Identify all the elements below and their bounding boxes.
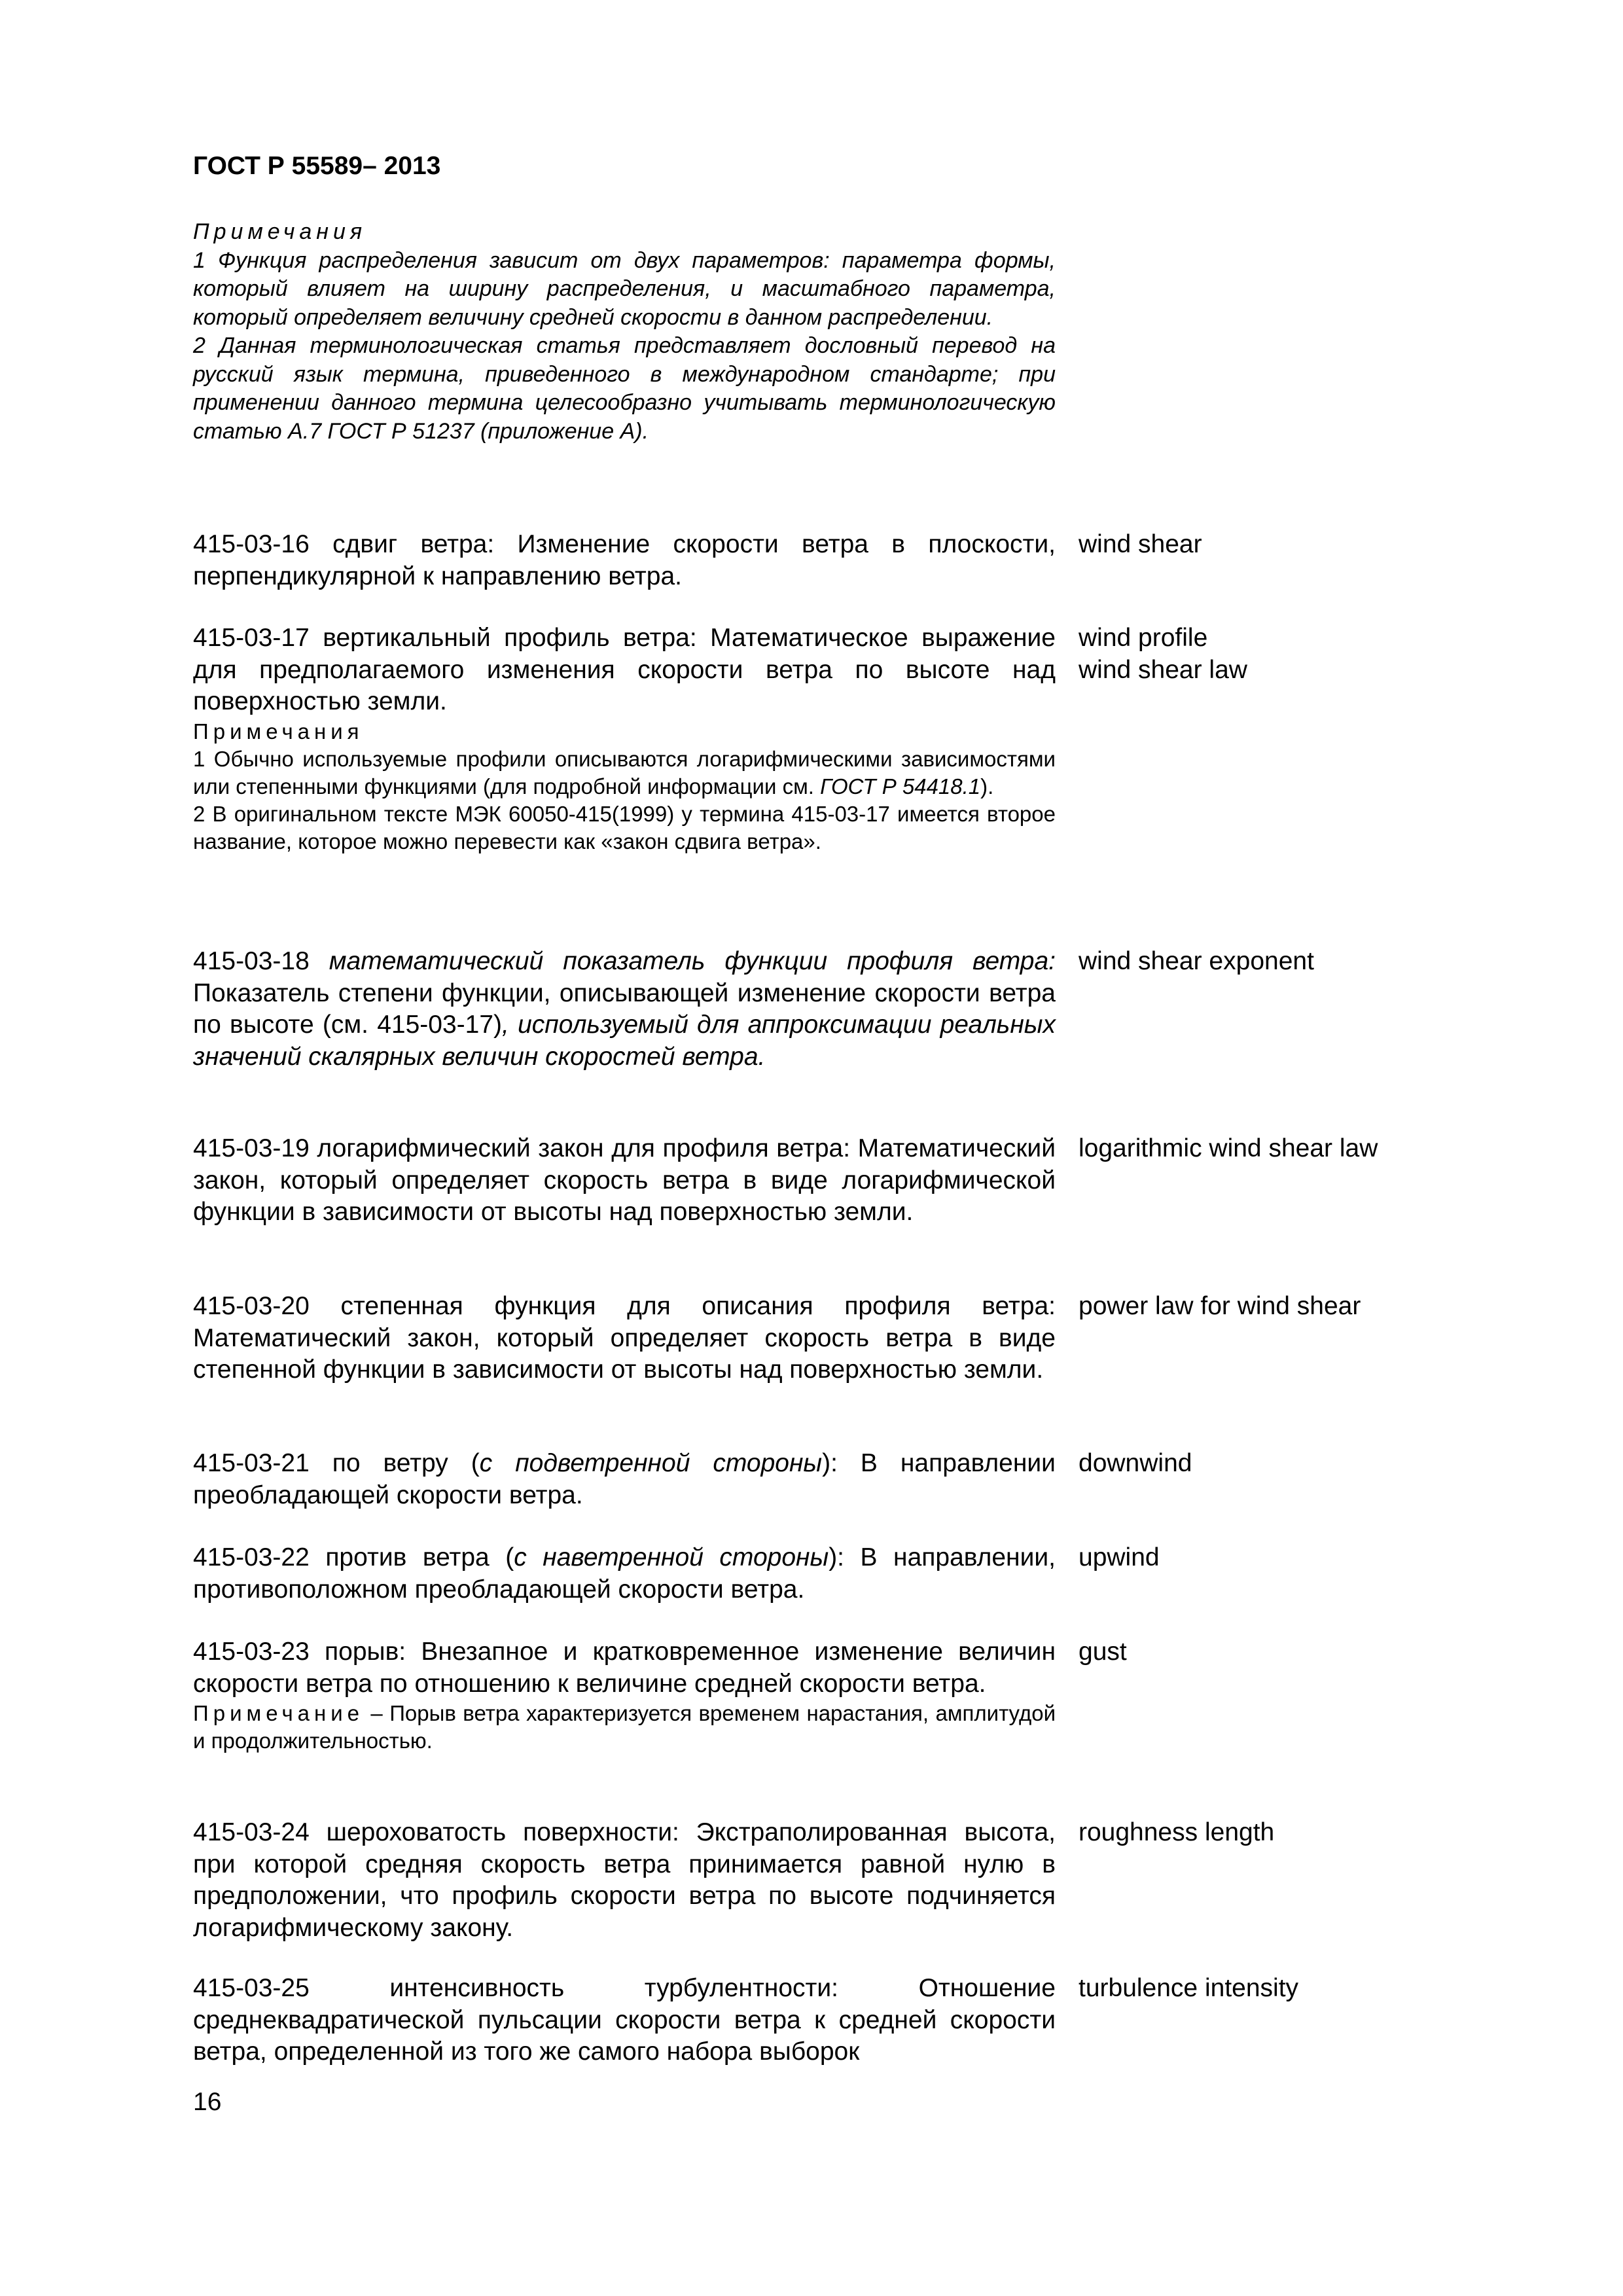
term-entry	[193, 946, 1314, 1073]
english-term-text: logarithmic wind shear law	[1079, 1134, 1378, 1162]
english-term	[1079, 1817, 1623, 1849]
term-entry	[193, 1291, 1361, 1386]
term-entry	[193, 529, 1202, 592]
term-definition: 415-03-22 против ветра (с наветренной стороны): В направлении, противоположном преобладающей скорости ветра.	[193, 1543, 1056, 1604]
english-term	[1079, 1973, 1623, 2005]
term-entry	[193, 1542, 1160, 1605]
term-definition: 415-03-18 математический показатель функции профиля ветра: Показатель степени функции, описывающей изменение скорости ветра по высоте (см. 415-03-17), используемый для аппроксимации реальных значений скалярных величин скоростей ветра.	[193, 947, 1056, 1071]
notes-label: Примечания	[193, 219, 367, 244]
term-entry	[193, 1973, 1299, 2068]
english-term	[1079, 1448, 1623, 1480]
term-definition: 415-03-17 вертикальный профиль ветра: Математическое выражение для предполагаемого изменения скорости ветра по высоте над поверхностью земли.	[193, 624, 1056, 715]
term-definition: 415-03-23 порыв: Внезапное и кратковременное изменение величин скорости ветра по отношению к величине средней скорости ветра.	[193, 1638, 1056, 1698]
note-item: 1 Функция распределения зависит от двух параметров: параметра формы, который влияет на ширину распределения, и масштабного параметра, который определяет величину средней скорости в данном распределении.	[193, 247, 1056, 330]
term-entry	[193, 1448, 1192, 1511]
english-term-text: wind shear law	[1079, 655, 1247, 684]
note-item: 2 Данная терминологическая статья представляет дословный перевод на русский язык термина, приведенного в международном стандарте; при применении данного термина целесообразно учитывать терминологическую статью А.7 ГОСТ Р 51237 (приложение А).	[193, 333, 1056, 444]
entry-note: Примечание – Порыв ветра характеризуется временем нарастания, амплитудой и продолжительностью.	[193, 1701, 1056, 1753]
english-term-text: upwind	[1079, 1543, 1160, 1571]
top-notes	[193, 218, 1056, 446]
english-term-text: roughness length	[1079, 1818, 1275, 1846]
english-term	[1079, 1636, 1623, 1668]
term-definition: 415-03-19 логарифмический закон для профиля ветра: Математический закон, который определяет скорость ветра в виде логарифмической функции в зависимости от высоты над поверхностью земли.	[193, 1134, 1056, 1226]
term-definition: 415-03-24 шероховатость поверхности: Экстраполированная высота, при которой средняя скорость ветра принимается равной нулю в предположении, что профиль скорости ветра по высоте подчиняется логарифмическому закону.	[193, 1818, 1056, 1942]
english-term-text: wind shear exponent	[1079, 947, 1314, 975]
english-term	[1079, 1133, 1623, 1165]
term-entry	[193, 622, 1247, 855]
page-number: 16	[193, 2088, 222, 2116]
english-term	[1079, 1291, 1623, 1323]
term-definition: 415-03-21 по ветру (с подветренной стороны): В направлении преобладающей скорости ветра.	[193, 1449, 1056, 1509]
english-term-text: turbulence intensity	[1079, 1974, 1299, 2002]
entry-note	[193, 718, 1056, 855]
english-term	[1079, 622, 1623, 686]
english-term-text: downwind	[1079, 1449, 1192, 1477]
term-definition: 415-03-20 степенная функция для описания профиля ветра: Математический закон, который определяет скорость ветра в виде степенной функции в зависимости от высоты над поверхностью земли.	[193, 1292, 1056, 1384]
page-header: ГОСТ Р 55589– 2013	[193, 152, 441, 180]
english-term-text: power law for wind shear	[1079, 1292, 1361, 1320]
term-entry	[193, 1636, 1127, 1755]
note-label: Примечания	[193, 719, 364, 744]
english-term-text: wind profile	[1079, 624, 1208, 652]
note-item: 2 В оригинальном тексте МЭК 60050-415(1999) у термина 415-03-17 имеется второе название, которое можно перевести как «закон сдвига ветра».	[193, 801, 1056, 853]
note-item: 1 Обычно используемые профили описываются логарифмическими зависимостями или степенными функциями (для подробной информации см. ГОСТ Р 54418.1).	[193, 746, 1056, 798]
english-term	[1079, 1542, 1623, 1574]
term-definition: 415-03-25 интенсивность турбулентности: Отношение среднеквадратической пульсации скорости ветра к средней скорости ветра, определенной из того же самого набора выборок	[193, 1974, 1056, 2066]
term-definition: 415-03-16 сдвиг ветра: Изменение скорости ветра в плоскости, перпендикулярной к направлению ветра.	[193, 530, 1056, 590]
english-term	[1079, 946, 1623, 978]
english-term-text: gust	[1079, 1638, 1127, 1666]
term-entry	[193, 1817, 1275, 1944]
english-term	[1079, 529, 1623, 561]
english-term-text: wind shear	[1079, 530, 1202, 558]
term-entry	[193, 1133, 1378, 1229]
